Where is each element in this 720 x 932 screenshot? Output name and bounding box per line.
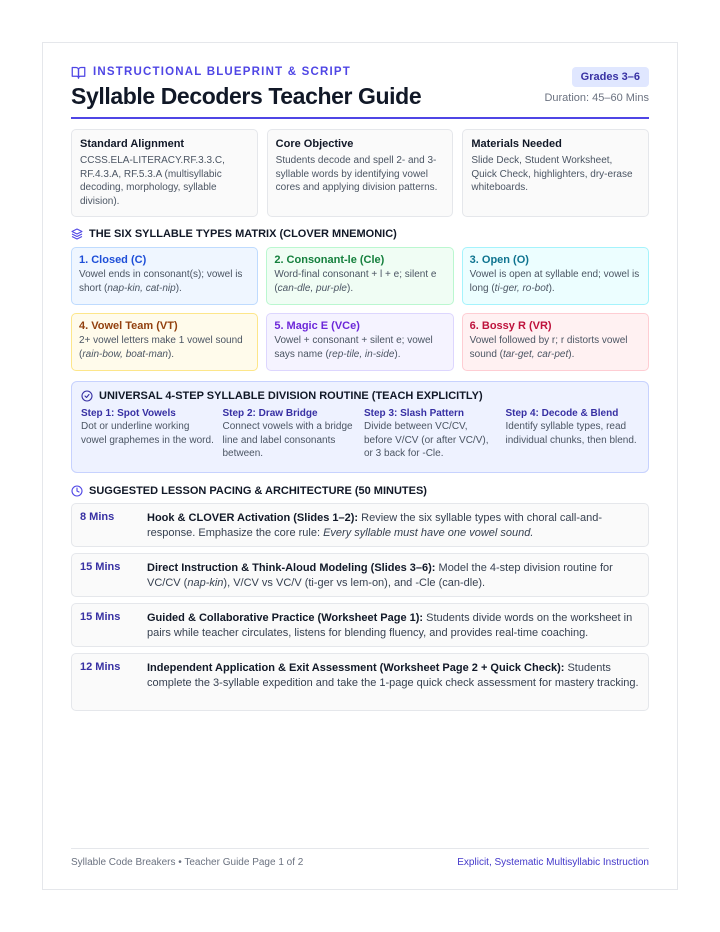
open-book-icon [71,65,86,80]
routine-step [506,408,640,461]
examples: rain-bow, boat-man [82,349,168,360]
step-title: Step 4: Decode & Blend [505,408,619,419]
syllable-type-desc: Word-final consonant + l + e; silent e (can-dle, pur-ple). [274,269,437,294]
pacing-text: Independent Application & Exit Assessment (Worksheet Page 2 + Quick Check): Students complete the 3-syllable expedition and take the 1-page quick check assessment for mastery tracking. [147,662,639,689]
syllable-type-card [266,313,453,371]
routine-heading [81,390,639,402]
syllable-type-desc: 2+ vowel letters make 1 vowel sound (rain-bow, boat-man). [79,335,243,360]
pacing-text: Direct Instruction & Think-Aloud Modeling (Slides 3–6): Model the 4-step division routine for VC/CV (nap-kin), V/CV vs VC/V (ti-ger vs lem-on), and -Cle (can-dle). [147,562,613,589]
syllable-type-title: 3. Open (O) [469,254,529,266]
syllable-type-title: 5. Magic E (VCe) [274,320,360,332]
card-title: Materials Needed [471,138,562,150]
pacing-row [71,653,649,711]
card-title: Standard Alignment [80,138,185,150]
step-title: Step 3: Slash Pattern [364,408,465,419]
card-body: Slide Deck, Student Worksheet, Quick Check, highlighters, dry-erase whiteboards. [471,155,633,193]
step-desc: Identify syllable types, read individual chunks, then blend. [505,421,637,446]
standard-alignment-card [71,129,258,217]
layers-icon [71,228,83,240]
routine-step [223,408,357,461]
title-rule [71,117,649,119]
card-title: Core Objective [275,138,354,150]
page-content [71,63,649,711]
examples: nap-kin, cat-nip [107,283,176,294]
check-circle-icon [81,390,93,402]
document-page [42,42,678,890]
step-title: Step 1: Spot Vowels [81,408,176,419]
syllable-type-title: 1. Closed (C) [79,254,147,266]
syllable-type-card [462,313,649,371]
core-objective-card [267,129,454,217]
examples: ti-ger, ro-bot [494,283,549,294]
grade-badge: Grades 3–6 [572,67,649,87]
examples: rep-tile, in-side [328,349,395,360]
header [71,63,649,119]
pacing-time: 12 Mins [80,661,121,673]
syllable-type-title: 6. Bossy R (VR) [469,320,552,332]
pacing-time: 15 Mins [80,561,121,573]
info-cards [71,129,649,217]
syllable-type-card [71,247,258,305]
card-body: Students decode and spell 2- and 3-syllable words by identifying vowel cores and applying division patterns. [275,155,438,193]
pacing-row [71,503,649,547]
division-routine-box [71,381,649,473]
syllable-type-card [71,313,258,371]
pacing-time: 8 Mins [80,511,115,523]
routine-steps [81,408,639,461]
pacing-heading [71,485,649,497]
syllable-type-title: 2. Consonant-le (Cle) [274,254,385,266]
syllable-type-card [462,247,649,305]
syllable-type-desc: Vowel + consonant + silent e; vowel says name (rep-tile, in-side). [274,335,433,360]
footer-left: Syllable Code Breakers • Teacher Guide Page 1 of 2 [71,857,304,868]
step-desc: Connect vowels with a bridge line and label consonants between. [222,421,353,459]
page-footer [71,848,649,868]
syllable-types-heading [71,228,649,240]
syllable-type-card [266,247,453,305]
step-desc: Dot or underline working vowel graphemes in the word. [81,421,214,446]
syllable-types-grid [71,247,649,371]
pacing-time: 15 Mins [80,611,121,623]
examples: can-dle, pur-ple [277,283,347,294]
routine-heading-text: UNIVERSAL 4-STEP SYLLABLE DIVISION ROUTINE (TEACH EXPLICITLY) [99,390,483,402]
examples: tar-get, car-pet [503,349,569,360]
step-desc: Divide between VC/CV, before V/CV (or after VC/V), or 3 back for -Cle. [364,421,489,459]
syllable-type-desc: Vowel is open at syllable end; vowel is long (ti-ger, ro-bot). [469,269,640,294]
section-heading-text: THE SIX SYLLABLE TYPES MATRIX (CLOVER MNEMONIC) [89,228,397,240]
pacing-row [71,603,649,647]
card-body: CCSS.ELA-LITERACY.RF.3.3.C, RF.4.3.A, RF.5.3.A (multisyllabic decoding, morphology, syllable division). [80,155,225,207]
syllable-type-title: 4. Vowel Team (VT) [79,320,178,332]
routine-step [364,408,498,461]
step-title: Step 2: Draw Bridge [222,408,318,419]
kicker-text: INSTRUCTIONAL BLUEPRINT & SCRIPT [93,66,351,78]
syllable-type-desc: Vowel ends in consonant(s); vowel is short (nap-kin, cat-nip). [79,269,243,294]
pacing-row [71,553,649,597]
materials-card [462,129,649,217]
routine-step [81,408,215,461]
page-title: Syllable Decoders Teacher Guide [71,83,422,109]
pacing-text: Hook & CLOVER Activation (Slides 1–2): Review the six syllable types with choral call-and-response. Emphasize the core rule: Every syllable must have one vowel sound. [147,512,603,539]
section-heading-text: SUGGESTED LESSON PACING & ARCHITECTURE (50 MINUTES) [89,485,427,497]
kicker [71,63,649,81]
footer-right: Explicit, Systematic Multisyllabic Instruction [457,857,649,868]
pacing-text: Guided & Collaborative Practice (Worksheet Page 1): Students divide words on the worksheet in pairs while teacher circulates, listens for blending fluency, and provides real-time coaching. [147,612,633,639]
syllable-type-desc: Vowel followed by r; r distorts vowel sound (tar-get, car-pet). [469,335,628,360]
pacing-list [71,503,649,711]
clock-icon [71,485,83,497]
duration-text: Duration: 45–60 Mins [544,92,649,104]
